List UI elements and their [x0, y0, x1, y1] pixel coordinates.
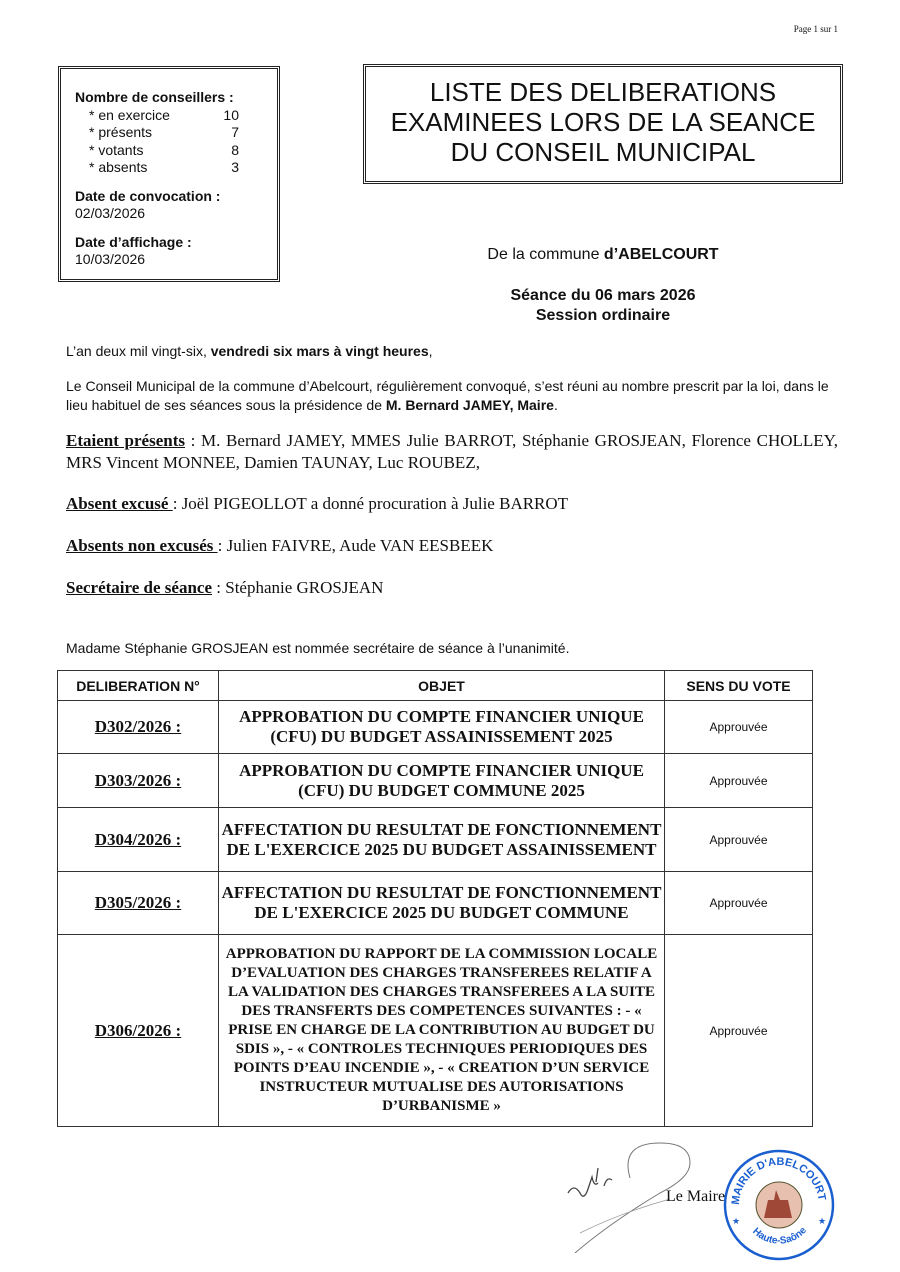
- count-value: 7: [231, 124, 239, 140]
- excuse-text: : Joël PIGEOLLOT a donné procuration à Julie BARROT: [172, 494, 569, 513]
- vote-result: Approuvée: [665, 935, 813, 1127]
- table-row: [58, 808, 813, 872]
- count-row: [75, 107, 239, 125]
- count-label: * votants: [89, 141, 144, 158]
- seance-date: Séance du 06 mars 2026: [510, 287, 696, 304]
- deliberation-objet: AFFECTATION DU RESULTAT DE FONCTIONNEMENT DE L'EXERCICE 2025 DU BUDGET COMMUNE: [219, 872, 665, 935]
- secretaire-label: Secrétaire de séance: [66, 578, 213, 597]
- presents-section: [66, 430, 838, 474]
- title-line: EXAMINEES LORS DE LA SEANCE: [390, 107, 816, 137]
- absents-non-excuses-section: [66, 535, 838, 557]
- count-value: 10: [223, 106, 239, 123]
- count-label: * en exercice: [89, 106, 170, 123]
- table-header: [58, 671, 813, 701]
- header-vote: SENS DU VOTE: [665, 671, 813, 701]
- table-row: [58, 935, 813, 1127]
- intro-text: Le Conseil Municipal de la commune d’Abelcourt, régulièrement convoqué, s’est réuni au nombre prescrit par la loi, dans le lieu habituel de ses séances sous la présidence de: [66, 378, 829, 413]
- header-num: DELIBERATION N°: [58, 671, 219, 701]
- intro-punct: .: [553, 397, 558, 413]
- commune-line: [363, 246, 843, 264]
- intro-text: L’an deux mil vingt-six,: [66, 343, 211, 359]
- intro-date: vendredi six mars à vingt heures: [210, 343, 429, 359]
- title-line: LISTE DES DELIBERATIONS: [429, 77, 777, 107]
- deliberation-number: D306/2026 :: [58, 935, 219, 1127]
- deliberation-number: D305/2026 :: [58, 872, 219, 935]
- commune-name: d’ABELCOURT: [603, 246, 719, 263]
- president-name: M. Bernard JAMEY, Maire: [385, 397, 554, 413]
- deliberation-number: D304/2026 :: [58, 808, 219, 872]
- non-excuses-text: : Julien FAIVRE, Aude VAN EESBEEK: [217, 536, 494, 555]
- non-excuses-label: Absents non excusés: [66, 536, 218, 555]
- absent-excuse-section: [66, 493, 838, 515]
- count-label: * présents: [89, 124, 153, 140]
- convocation-label: Date de convocation :: [75, 187, 221, 204]
- council-count-heading: Nombre de conseillers :: [75, 89, 234, 105]
- vote-result: Approuvée: [665, 808, 813, 872]
- convocation-paragraph: [66, 377, 846, 415]
- deliberation-objet: APPROBATION DU COMPTE FINANCIER UNIQUE (CFU) DU BUDGET COMMUNE 2025: [219, 754, 665, 808]
- table-row: [58, 754, 813, 808]
- count-row: [75, 159, 239, 177]
- commune-prefix: De la commune: [487, 246, 604, 263]
- count-label: * absents: [89, 159, 148, 175]
- count-value: 3: [231, 159, 239, 175]
- convocation-date: 02/03/2026: [75, 205, 146, 221]
- secretaire-text: : Stéphanie GROSJEAN: [212, 578, 384, 597]
- mairie-stamp: [722, 1148, 836, 1262]
- deliberation-number: D303/2026 :: [58, 754, 219, 808]
- presents-list: : M. Bernard JAMEY, MMES Julie BARROT, Stéphanie GROSJEAN, Florence CHOLLEY, MRS Vincent MONNEE, Damien TAUNAY, Luc ROUBEZ,: [66, 431, 838, 472]
- header-objet: OBJET: [219, 671, 665, 701]
- star-icon: ★: [732, 1216, 741, 1226]
- affichage-label: Date d’affichage :: [75, 233, 192, 250]
- title-line: DU CONSEIL MUNICIPAL: [450, 137, 756, 167]
- deliberation-objet: APPROBATION DU COMPTE FINANCIER UNIQUE (CFU) DU BUDGET ASSAINISSEMENT 2025: [219, 701, 665, 754]
- deliberation-objet: APPROBATION DU RAPPORT DE LA COMMISSION LOCALE D’EVALUATION DES CHARGES TRANSFEREES RELATIF A LA VALIDATION DES CHARGES TRANSFEREES A LA SUITE DES TRANSFERTS DES COMPETENCES SUIVANTES : - « PRISE EN CHARGE DE LA CONTRIBUTION AU BUDGET DU SDIS », - « CONTROLES TECHNIQUES PERIODIQUES DES POINTS D’EAU INCENDIE », - « CREATION D’UN SERVICE INSTRUCTEUR MUTUALISE DES AUTORISATIONS D’URBANISME »: [219, 935, 665, 1127]
- affichage-date: 10/03/2026: [75, 251, 146, 267]
- vote-result: Approuvée: [665, 754, 813, 808]
- table-row: [58, 872, 813, 935]
- secretaire-section: [66, 577, 838, 599]
- excuse-label: Absent excusé: [66, 494, 173, 513]
- star-icon: ★: [818, 1216, 827, 1226]
- seance-info: [363, 286, 843, 326]
- deliberation-number: D302/2026 :: [58, 701, 219, 754]
- document-title: [363, 64, 843, 184]
- session-type: Session ordinaire: [535, 307, 671, 324]
- vote-result: Approuvée: [665, 701, 813, 754]
- table-row: [58, 701, 813, 754]
- count-value: 8: [231, 141, 239, 158]
- stamp-top-text: MAIRIE D'ABELCOURT: [729, 1155, 828, 1206]
- intro-paragraph: [66, 342, 433, 361]
- vote-result: Approuvée: [665, 872, 813, 935]
- count-row: [75, 124, 239, 142]
- signature-label: Le Maire: [666, 1188, 726, 1205]
- count-row: [75, 142, 239, 160]
- council-info-box: [58, 66, 280, 282]
- deliberations-table: [57, 670, 813, 1127]
- stamp-bottom-text: Haute-Saône: [750, 1225, 809, 1247]
- nomination-text: Madame Stéphanie GROSJEAN est nommée secrétaire de séance à l’unanimité.: [66, 640, 570, 656]
- page-label: Page 1 sur 1: [793, 24, 838, 34]
- deliberation-objet: AFFECTATION DU RESULTAT DE FONCTIONNEMENT DE L'EXERCICE 2025 DU BUDGET ASSAINISSEMENT: [219, 808, 665, 872]
- intro-punct: ,: [428, 343, 433, 359]
- presents-label: Etaient présents: [66, 431, 185, 450]
